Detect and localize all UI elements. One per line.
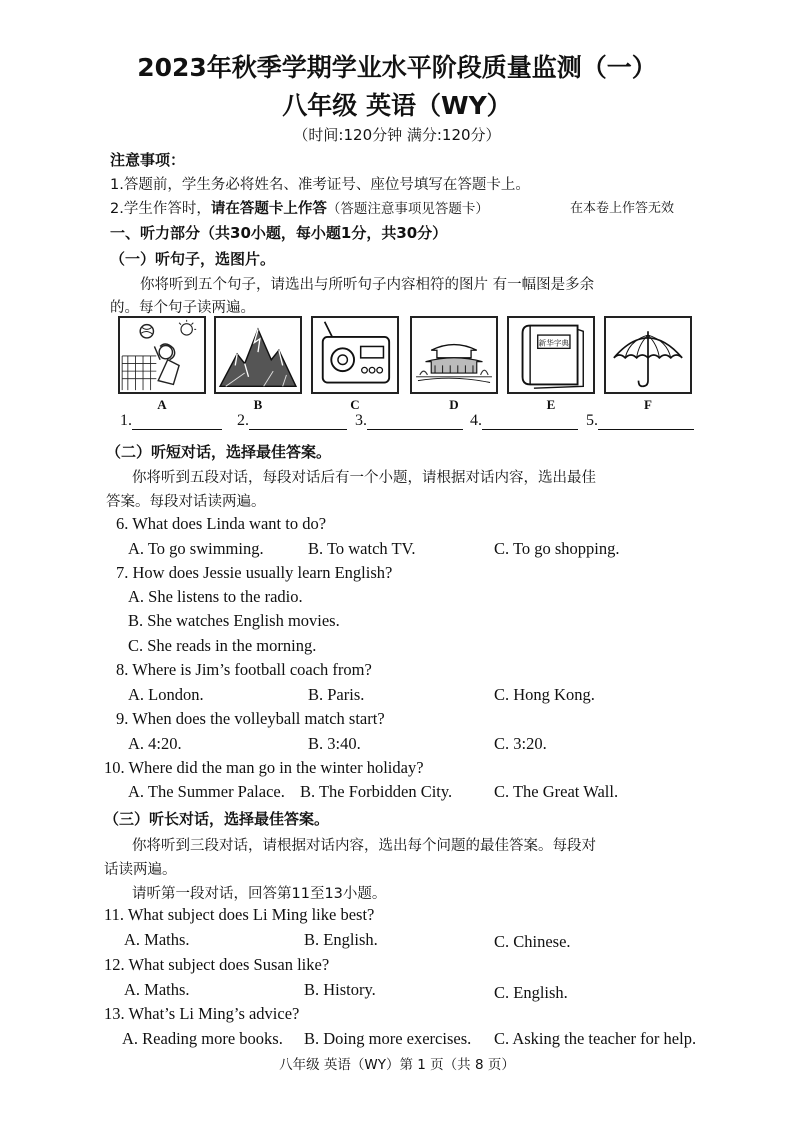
sec1-instruction-line1: 你将听到五个句子，请选出与所听句子内容相符的图片 有一幅图是多余 <box>140 277 595 293</box>
picture-f-umbrella-icon <box>604 316 692 394</box>
q6-option-b[interactable]: B. To watch TV. <box>308 539 416 558</box>
picture-f-label: F <box>644 397 652 412</box>
question-11: 11. What subject does Li Ming like best? <box>104 905 375 924</box>
q6-option-c[interactable]: C. To go shopping. <box>494 539 620 558</box>
q12-option-a[interactable]: A. Maths. <box>124 980 190 999</box>
answer-blank-5-number: 5. <box>586 412 598 429</box>
exam-title: 2023年秋季学期学业水平阶段质量监测（一） <box>137 53 657 82</box>
sec2-instruction-line1: 你将听到五段对话，每段对话后有一个小题，请根据对话内容，选出最佳 <box>132 470 596 486</box>
q8-option-b[interactable]: B. Paris. <box>308 685 365 704</box>
q7-option-c[interactable]: C. She reads in the morning. <box>128 636 317 655</box>
q13-option-a[interactable]: A. Reading more books. <box>122 1029 283 1048</box>
sec2-heading: （二）听短对话，选择最佳答案。 <box>106 443 332 461</box>
sec3-instruction-line1: 你将听到三段对话，请根据对话内容，选出每个问题的最佳答案。每段对 <box>132 838 596 854</box>
question-7: 7. How does Jessie usually learn English? <box>116 563 393 582</box>
notes-item-2-d: 在本卷上作答无效 <box>570 201 675 216</box>
picture-d-palace-icon <box>410 316 498 394</box>
sec3-instruction-line2: 话读两遍。 <box>104 862 177 878</box>
picture-e-dictionary-icon <box>507 316 595 394</box>
q11-option-a[interactable]: A. Maths. <box>124 930 190 949</box>
answer-blank-2-number: 2. <box>237 412 249 429</box>
q11-option-b[interactable]: B. English. <box>304 930 378 949</box>
notes-item-2 <box>110 197 489 218</box>
q13-option-b[interactable]: B. Doing more exercises. <box>304 1029 472 1048</box>
picture-a-label: A <box>157 397 167 412</box>
notes-heading: 注意事项： <box>110 151 186 169</box>
picture-d-label: D <box>449 397 459 412</box>
page-footer: 八年级 英语（WY）第 1 页（共 8 页） <box>279 1057 515 1073</box>
question-9: 9. When does the volleyball match start? <box>116 709 385 728</box>
picture-b-label: B <box>253 397 263 412</box>
question-13: 13. What’s Li Ming’s advice? <box>104 1004 300 1023</box>
notes-item-2-c: （答题注意事项见答题卡） <box>326 201 489 217</box>
notes-item-2-a: 2.学生作答时， <box>110 201 211 217</box>
answer-blank-1-number: 1. <box>120 412 132 429</box>
q9-option-b[interactable]: B. 3:40. <box>308 734 361 753</box>
q13-option-c[interactable]: C. Asking the teacher for help. <box>494 1029 697 1048</box>
q12-option-c[interactable]: C. English. <box>494 983 568 1002</box>
picture-a-volleyball-icon <box>118 316 206 394</box>
question-6: 6. What does Linda want to do? <box>116 514 327 533</box>
question-10: 10. Where did the man go in the winter holiday? <box>104 758 424 777</box>
sec3-sub-instruction: 请听第一段对话，回答第11至13小题。 <box>132 886 387 902</box>
picture-c-radio-icon <box>311 316 399 394</box>
notes-item-2-b: 请在答题卡上作答 <box>210 201 327 217</box>
q10-option-c[interactable]: C. The Great Wall. <box>494 782 619 801</box>
answer-blank-5[interactable] <box>586 412 694 430</box>
q7-option-a[interactable]: A. She listens to the radio. <box>128 587 303 606</box>
answer-blank-3[interactable] <box>355 412 463 430</box>
sec1-instruction-line2: 的。每个句子读两遍。 <box>110 300 255 316</box>
q8-option-c[interactable]: C. Hong Kong. <box>494 685 595 704</box>
notes-item-1: 1.答题前，学生务必将姓名、准考证号、座位号填写在答题卡上。 <box>110 177 530 193</box>
q6-option-a[interactable]: A. To go swimming. <box>128 539 264 558</box>
q10-option-a[interactable]: A. The Summer Palace. <box>128 782 285 801</box>
dictionary-cover-text: 新华字典 <box>538 338 570 348</box>
q10-option-b[interactable]: B. The Forbidden City. <box>300 782 453 801</box>
q11-option-c[interactable]: C. Chinese. <box>494 932 571 951</box>
answer-blank-2[interactable] <box>237 412 347 430</box>
answer-blank-3-number: 3. <box>355 412 367 429</box>
picture-e-label: E <box>546 397 556 412</box>
sec1-heading: （一）听句子，选图片。 <box>110 250 276 268</box>
answer-blank-1[interactable] <box>120 412 222 430</box>
picture-b-mountains-icon <box>214 316 302 394</box>
q12-option-b[interactable]: B. History. <box>304 980 376 999</box>
question-8: 8. Where is Jim’s football coach from? <box>116 660 372 679</box>
q7-option-b[interactable]: B. She watches English movies. <box>128 611 340 630</box>
answer-blank-4-number: 4. <box>470 412 482 429</box>
question-12: 12. What subject does Susan like? <box>104 955 330 974</box>
sec3-heading: （三）听长对话，选择最佳答案。 <box>104 810 330 828</box>
q9-option-c[interactable]: C. 3:20. <box>494 734 547 753</box>
picture-c-label: C <box>350 397 360 412</box>
q9-option-a[interactable]: A. 4:20. <box>128 734 182 753</box>
exam-time-score: （时间:120分钟 满分:120分） <box>293 126 501 144</box>
q8-option-a[interactable]: A. London. <box>128 685 204 704</box>
part1-heading: 一、听力部分（共30小题，每小题1分，共30分） <box>110 224 448 242</box>
exam-subtitle: 八年级 英语（WY） <box>282 91 512 120</box>
sec2-instruction-line2: 答案。每段对话读两遍。 <box>106 494 266 510</box>
answer-blank-4[interactable] <box>470 412 578 430</box>
